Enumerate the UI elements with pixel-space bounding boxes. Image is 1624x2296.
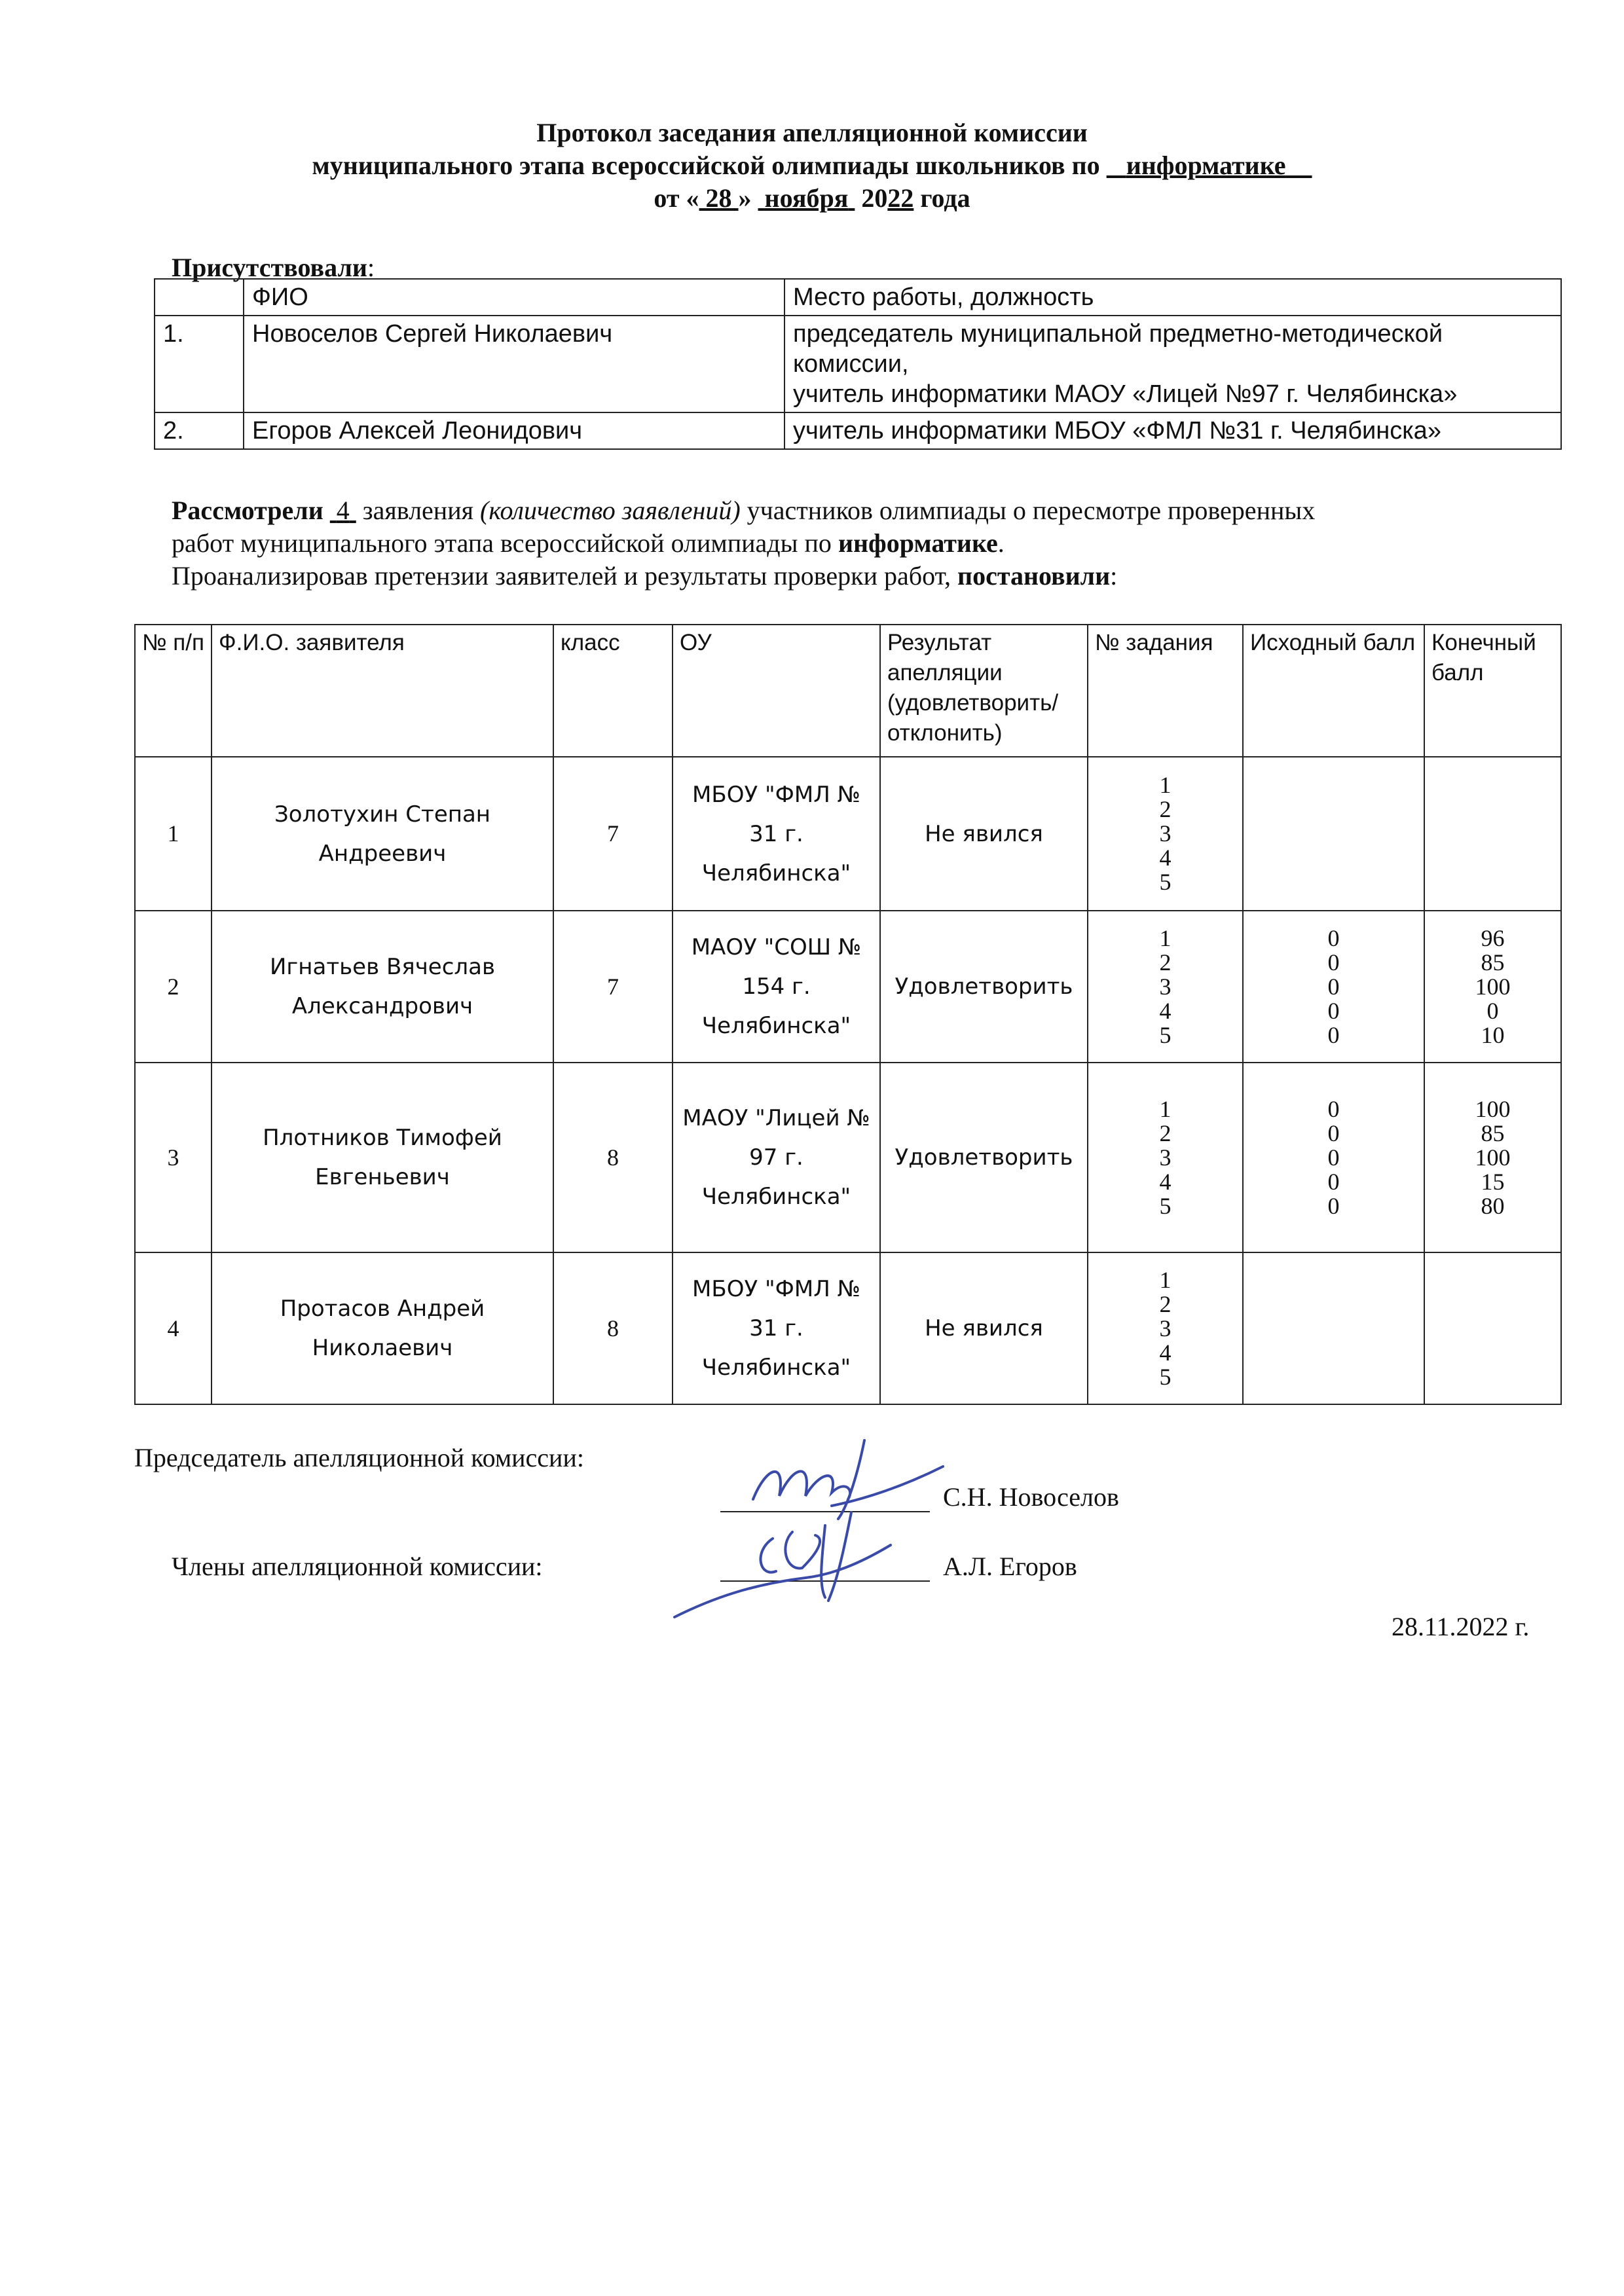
final-scores xyxy=(1424,1252,1561,1404)
appellant-grade: 7 xyxy=(553,757,673,911)
initial-scores xyxy=(1243,1252,1424,1404)
task-number-value: 1 xyxy=(1159,1095,1172,1122)
appeal-row xyxy=(135,1252,1561,1404)
attendee-row xyxy=(155,412,1561,449)
appeal-result: Не явился xyxy=(880,757,1088,911)
task-number-value: 1 xyxy=(1159,772,1172,798)
initial-score-value: 0 xyxy=(1327,1168,1340,1195)
appellant-grade: 8 xyxy=(553,1063,673,1252)
attendees-header-num xyxy=(155,279,244,316)
title-line-2-text: муниципального этапа всероссийской олимпиады школьников по xyxy=(312,151,1107,180)
attendee-position: председатель муниципальной предметно-методической комиссии, учитель информатики МАОУ «Лицей №97 г. Челябинска» xyxy=(784,316,1561,412)
review-line-2: работ муниципального этапа всероссийской олимпиады по информатике. xyxy=(172,528,1005,558)
appeal-num: 1 xyxy=(135,757,212,911)
appellant-school: МАОУ "СОШ № 154 г. Челябинска" xyxy=(673,911,880,1063)
initial-scores xyxy=(1243,757,1424,911)
final-score-value: 85 xyxy=(1481,949,1505,975)
attendees-header-position: Место работы, должность xyxy=(784,279,1561,316)
appeal-num: 4 xyxy=(135,1252,212,1404)
final-score-value: 0 xyxy=(1486,997,1499,1024)
final-scores xyxy=(1424,757,1561,911)
task-number-value: 1 xyxy=(1159,924,1172,951)
initial-score-value: 0 xyxy=(1327,949,1340,975)
task-number-value: 5 xyxy=(1159,1021,1172,1048)
title-line-3-date: от « 28 » ноября 2022 года xyxy=(654,183,970,213)
initial-score-value: 0 xyxy=(1327,1192,1340,1219)
initial-score-value: 0 xyxy=(1327,1144,1340,1171)
appellant-grade: 8 xyxy=(553,1252,673,1404)
task-number-value: 5 xyxy=(1159,1192,1172,1219)
header-initial: Исходный балл xyxy=(1243,625,1424,757)
header-school: ОУ xyxy=(673,625,880,757)
members-label: Члены апелляционной комиссии: xyxy=(172,1552,543,1581)
final-score-value: 10 xyxy=(1481,1021,1505,1048)
initial-score-value: 0 xyxy=(1327,1095,1340,1122)
task-number-value: 2 xyxy=(1159,949,1172,975)
task-number-value: 3 xyxy=(1159,1315,1172,1341)
header-grade: класс xyxy=(553,625,673,757)
task-numbers xyxy=(1088,757,1243,911)
header-result: Результат апелляции (удовлетворить/ отклонить) xyxy=(880,625,1088,757)
member-signature xyxy=(661,1499,910,1624)
attendees-label: Присутствовали: xyxy=(172,253,375,282)
subject-name: информатике xyxy=(1126,151,1286,180)
final-scores xyxy=(1424,1063,1561,1252)
initial-score-value: 0 xyxy=(1327,997,1340,1024)
task-number-value: 4 xyxy=(1159,997,1172,1024)
appeal-result: Удовлетворить xyxy=(880,911,1088,1063)
chair-label: Председатель апелляционной комиссии: xyxy=(134,1443,584,1472)
final-score-value: 15 xyxy=(1481,1168,1505,1195)
initial-scores xyxy=(1243,1063,1424,1252)
appeal-result: Удовлетворить xyxy=(880,1063,1088,1252)
final-score-value: 100 xyxy=(1475,973,1511,1000)
initial-score-value: 0 xyxy=(1327,1120,1340,1146)
task-number-value: 2 xyxy=(1159,796,1172,822)
review-line-3: Проанализировав претензии заявителей и результаты проверки работ, постановили: xyxy=(172,561,1118,591)
document-date: 28.11.2022 г. xyxy=(1392,1612,1530,1641)
task-numbers xyxy=(1088,1252,1243,1404)
task-number-value: 1 xyxy=(1159,1266,1172,1293)
date-year: 22 xyxy=(887,183,914,213)
task-numbers xyxy=(1088,1063,1243,1252)
appellant-school: МБОУ "ФМЛ № 31 г. Челябинска" xyxy=(673,757,880,911)
task-number-value: 2 xyxy=(1159,1120,1172,1146)
task-number-value: 5 xyxy=(1159,869,1172,895)
initial-scores xyxy=(1243,911,1424,1063)
final-score-value: 100 xyxy=(1475,1144,1511,1171)
appeal-result: Не явился xyxy=(880,1252,1088,1404)
attendee-position: учитель информатики МБОУ «ФМЛ №31 г. Челябинска» xyxy=(784,412,1561,449)
final-score-value: 85 xyxy=(1481,1120,1505,1146)
task-number-value: 5 xyxy=(1159,1363,1172,1390)
header-num: № п/п xyxy=(135,625,212,757)
header-task: № задания xyxy=(1088,625,1243,757)
task-number-value: 3 xyxy=(1159,1144,1172,1171)
chair-name: С.Н. Новоселов xyxy=(943,1482,1119,1512)
attendee-num: 1. xyxy=(155,316,244,412)
appellant-name: Протасов Андрей Николаевич xyxy=(212,1252,553,1404)
attendees-header-name: ФИО xyxy=(244,279,784,316)
applications-count: 4 xyxy=(336,496,350,525)
task-number-value: 2 xyxy=(1159,1290,1172,1317)
review-line-1: Рассмотрели 4 заявления (количество заявлений) участников олимпиады о пересмотре проверенных xyxy=(172,496,1316,525)
appellant-name: Игнатьев Вячеслав Александрович xyxy=(212,911,553,1063)
appellant-grade: 7 xyxy=(553,911,673,1063)
initial-score-value: 0 xyxy=(1327,973,1340,1000)
appeal-num: 3 xyxy=(135,1063,212,1252)
appellant-school: МБОУ "ФМЛ № 31 г. Челябинска" xyxy=(673,1252,880,1404)
task-number-value: 3 xyxy=(1159,820,1172,847)
task-number-value: 3 xyxy=(1159,973,1172,1000)
header-final: Конечный балл xyxy=(1424,625,1561,757)
final-score-value: 96 xyxy=(1481,924,1505,951)
task-numbers xyxy=(1088,911,1243,1063)
task-number-value: 4 xyxy=(1159,1168,1172,1195)
appellant-school: МАОУ "Лицей № 97 г. Челябинска" xyxy=(673,1063,880,1252)
appeal-row xyxy=(135,911,1561,1063)
attendees-header-row xyxy=(155,279,1561,316)
attendee-num: 2. xyxy=(155,412,244,449)
appellant-name: Плотников Тимофей Евгеньевич xyxy=(212,1063,553,1252)
final-score-value: 80 xyxy=(1481,1192,1505,1219)
attendee-name: Егоров Алексей Леонидович xyxy=(244,412,784,449)
appeal-row xyxy=(135,1063,1561,1252)
attendee-name: Новоселов Сергей Николаевич xyxy=(244,316,784,412)
appellant-name: Золотухин Степан Андреевич xyxy=(212,757,553,911)
initial-score-value: 0 xyxy=(1327,924,1340,951)
initial-score-value: 0 xyxy=(1327,1021,1340,1048)
appeals-table xyxy=(134,624,1562,1405)
task-number-value: 4 xyxy=(1159,845,1172,871)
header-name: Ф.И.О. заявителя xyxy=(212,625,553,757)
title-line-1: Протокол заседания апелляционной комиссии xyxy=(536,118,1088,147)
final-scores xyxy=(1424,911,1561,1063)
date-day: 28 xyxy=(705,183,732,213)
appeal-row xyxy=(135,757,1561,911)
appeal-num: 2 xyxy=(135,911,212,1063)
date-month: ноября xyxy=(764,183,849,213)
title-line-2 xyxy=(0,149,1624,182)
task-number-value: 4 xyxy=(1159,1339,1172,1366)
final-score-value: 100 xyxy=(1475,1095,1511,1122)
members-name: А.Л. Егоров xyxy=(943,1552,1077,1581)
appeals-header-row xyxy=(135,625,1561,757)
attendee-row xyxy=(155,316,1561,412)
attendees-table xyxy=(154,278,1562,450)
